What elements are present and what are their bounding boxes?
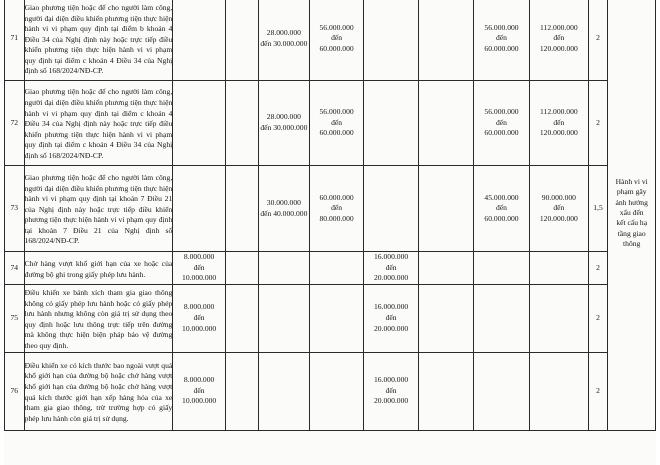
- group-note-line: Hành vi vi: [615, 176, 648, 186]
- points-deducted: 2: [588, 252, 608, 285]
- violation-text: Điều khiển xe có kích thước bao ngoài vượt quá khổ giới hạn của đường bộ hoặc chở hàng vượt khổ giới hạn của đường bộ hoặc chở hàng vượt quá kích thước giới hạn xếp hàng hóa của xe tham gia giao thông, trừ trường hợp có giấy phép lưu hành còn giá trị sử dụng.: [24, 360, 173, 423]
- violation-text: Giao phương tiện hoặc để cho người làm công, người đại diện điều khiển phương tiện thực hiện hành vi vi phạm quy định tại khoản 7 Điều 21 của Nghị định này hoặc trực tiếp điều khiển phương tiện thực hiện hành vi vi phạm quy định tại khoản 7 Điều 21 của Nghị định số 168/2024/NĐ-CP.: [24, 172, 173, 246]
- fine-amount-col-h: [530, 252, 588, 285]
- fine-amount-line: đến: [553, 33, 565, 43]
- group-note-line: xấu đến: [619, 208, 644, 218]
- fine-amount-col-d: [309, 352, 364, 430]
- row-number: 73: [5, 166, 25, 252]
- violation-text: Điều khiển xe bánh xích tham gia giao thông không có giấy phép lưu hành hoặc có giấy phép lưu hành nhưng không còn giá trị sử dụng theo quy định hoặc lưu thông trực tiếp trên đường mà không thực hiện biện pháp bảo vệ đường theo quy định.: [24, 288, 173, 350]
- fine-amount-col-a: [173, 352, 226, 430]
- violation-description: [24, 81, 173, 166]
- group-note: [608, 0, 656, 430]
- violation-text: Giao phương tiện hoặc để cho người làm công, người đại diện điều khiển phương tiện thực hiện hành vi vi phạm quy định tại điểm c khoản 4 Điều 34 của Nghị định này hoặc trực tiếp điều khiển phương tiện thực hiện hành vi vi phạm quy định tại điểm c khoản 4 Điều 34 của Nghị định số 168/2024/NĐ-CP.: [24, 87, 173, 160]
- points-deducted: 2: [588, 81, 608, 166]
- fine-amount-line: đến: [496, 117, 507, 127]
- fine-amount-line: 45.000.000: [484, 192, 519, 202]
- violation-description: [24, 285, 173, 353]
- fine-amount-line: 10.000.000: [182, 323, 217, 333]
- fine-amount-line: đến: [496, 33, 507, 43]
- group-note-line: thông: [623, 239, 641, 249]
- fine-amount-line: 120.000.000: [539, 128, 578, 138]
- fine-amount-col-a: [173, 252, 226, 285]
- fine-amount-line: 20.000.000: [373, 273, 409, 283]
- fine-amount-col-c: [258, 81, 309, 166]
- fine-amount-col-e: [364, 81, 419, 166]
- fine-amount-col-f: [418, 352, 473, 430]
- fine-amount-line: 28.000.000: [266, 27, 301, 37]
- fine-amount-line: 20.000.000: [373, 323, 409, 333]
- table-row: [5, 166, 656, 252]
- fine-amount-line: 56.000.000: [484, 107, 519, 117]
- violation-text: Giao phương tiện hoặc để cho người làm công, người đại diện điều khiển phương tiện thực hiện hành vi vi phạm quy định tại điểm b khoản 4 Điều 34 của Nghị định này hoặc trực tiếp điều khiển phương tiện thực hiện hành vi vi phạm quy định tại điểm c khoản 4 Điều 34 của Nghị định số 168/2024/NĐ-CP.: [24, 2, 173, 76]
- points-deducted: 2: [588, 285, 608, 353]
- fine-amount-col-b: [225, 166, 258, 252]
- fine-amount-col-f: [418, 0, 473, 81]
- fine-amount-col-b: [225, 352, 258, 430]
- fine-amount-col-a: [173, 166, 226, 252]
- document-page: [4, 0, 656, 465]
- fine-amount-line: 20.000.000: [373, 396, 409, 406]
- fine-amount-line: đến: [331, 33, 343, 43]
- fine-amount-line: 60.000.000: [319, 192, 354, 202]
- fine-amount-line: đến 40.000.000: [260, 208, 308, 218]
- fine-amount-col-c: [258, 166, 309, 252]
- fine-amount-line: 30.000.000: [266, 197, 301, 207]
- violation-description: [24, 252, 173, 285]
- fine-amount-col-a: [173, 285, 226, 353]
- points-deducted: 2: [588, 352, 608, 430]
- points-deducted: 1,5: [588, 166, 608, 252]
- fine-amount-col-a: [173, 0, 226, 81]
- fine-amount-line: 8.000.000: [183, 375, 215, 385]
- fine-amount-col-g: [473, 0, 529, 81]
- fine-amount-col-d: [309, 81, 364, 166]
- fine-amount-line: 60.000.000: [484, 128, 519, 138]
- table-row: [5, 352, 656, 430]
- violation-description: [24, 0, 173, 81]
- fine-amount-col-g: [473, 352, 529, 430]
- fine-amount-line: 60.000.000: [484, 213, 519, 223]
- row-number: 74: [5, 252, 25, 285]
- fine-amount-col-g: [473, 166, 529, 252]
- fine-amount-line: 16.000.000: [373, 302, 409, 312]
- fine-amount-line: đến 30.000.000: [260, 123, 308, 132]
- fine-amount-col-b: [225, 81, 258, 166]
- fine-amount-line: 10.000.000: [182, 273, 217, 283]
- fine-amount-line: 56.000.000: [484, 22, 519, 32]
- fine-amount-line: 28.000.000: [266, 112, 301, 122]
- fine-amount-line: 8.000.000: [183, 302, 215, 312]
- fine-amount-line: đến: [193, 262, 205, 272]
- fine-amount-col-b: [225, 252, 258, 285]
- group-note-line: tầng giao: [617, 228, 646, 238]
- fine-amount-line: đến: [193, 385, 205, 395]
- fine-amount-line: đến: [496, 203, 507, 213]
- fine-amount-col-c: [258, 0, 309, 81]
- fine-amount-line: 112.000.000: [540, 22, 578, 32]
- table-row: [5, 0, 656, 81]
- fine-amount-col-b: [225, 285, 258, 353]
- fine-amount-col-g: [473, 252, 529, 285]
- row-number: 72: [5, 81, 25, 166]
- fine-amount-col-h: [530, 0, 588, 81]
- fine-amount-line: đến: [331, 117, 343, 127]
- fine-amount-line: đến: [553, 117, 565, 127]
- fine-amount-col-e: [364, 0, 419, 81]
- violation-text: Chở hàng vượt khổ giới hạn của xe hoặc của đường bộ ghi trong giấy phép lưu hành.: [24, 258, 173, 279]
- fine-amount-line: 60.000.000: [484, 43, 519, 53]
- fine-amount-line: đến: [385, 385, 397, 395]
- fine-amount-line: 10.000.000: [182, 396, 217, 406]
- table-row: [5, 285, 656, 353]
- fine-amount-col-h: [530, 81, 588, 166]
- violation-description: [24, 352, 173, 430]
- fine-amount-line: 112.000.000: [540, 107, 578, 117]
- fine-amount-col-f: [418, 81, 473, 166]
- fine-amount-line: đến 30.000.000: [260, 38, 308, 48]
- fine-amount-line: đến: [385, 262, 397, 272]
- fine-amount-col-c: [258, 352, 309, 430]
- fine-amount-col-d: [309, 252, 364, 285]
- fine-amount-line: 60.000.000: [319, 128, 354, 138]
- fine-amount-col-d: [309, 166, 364, 252]
- fine-amount-line: đến: [193, 312, 205, 322]
- fine-amount-col-e: [364, 252, 419, 285]
- fine-amount-col-h: [530, 352, 588, 430]
- fine-amount-col-e: [364, 166, 419, 252]
- table-row: [5, 252, 656, 285]
- row-number: 76: [5, 352, 25, 430]
- fine-amount-col-g: [473, 285, 529, 353]
- fine-amount-col-c: [258, 285, 309, 353]
- fine-amount-col-f: [418, 166, 473, 252]
- fine-amount-line: đến: [331, 203, 343, 213]
- fine-amount-col-d: [309, 285, 364, 353]
- fine-amount-col-g: [473, 81, 529, 166]
- fine-amount-line: 90.000.000: [541, 192, 576, 202]
- fine-amount-col-h: [530, 166, 588, 252]
- fine-amount-line: 8.000.000: [183, 252, 215, 262]
- fine-amount-col-d: [309, 0, 364, 81]
- group-note-line: kết cấu hạ: [616, 218, 648, 228]
- fine-amount-col-e: [364, 352, 419, 430]
- group-note-line: ảnh hưởng: [615, 197, 648, 207]
- fine-amount-line: 16.000.000: [373, 252, 409, 262]
- row-number: 75: [5, 285, 25, 353]
- violation-description: [24, 166, 173, 252]
- fines-table: [4, 0, 656, 431]
- fine-amount-col-e: [364, 285, 419, 353]
- fine-amount-line: đến: [553, 203, 565, 213]
- fine-amount-col-f: [418, 285, 473, 353]
- fine-amount-line: 16.000.000: [373, 375, 409, 385]
- group-note-line: phạm gây: [616, 187, 647, 197]
- fine-amount-col-c: [258, 252, 309, 285]
- fine-amount-col-a: [173, 81, 226, 166]
- fine-amount-line: 56.000.000: [319, 107, 354, 117]
- fine-amount-line: 120.000.000: [539, 43, 578, 53]
- fine-amount-line: 56.000.000: [319, 22, 354, 32]
- row-number: 71: [5, 0, 25, 81]
- fine-amount-line: 120.000.000: [539, 213, 578, 223]
- fine-amount-line: 80.000.000: [319, 213, 354, 223]
- fine-amount-col-f: [418, 252, 473, 285]
- table-row: [5, 81, 656, 166]
- fine-amount-col-b: [225, 0, 258, 81]
- fine-amount-line: đến: [385, 312, 397, 322]
- points-deducted: 2: [588, 0, 608, 81]
- fine-amount-line: 60.000.000: [319, 43, 354, 53]
- fine-amount-col-h: [530, 285, 588, 353]
